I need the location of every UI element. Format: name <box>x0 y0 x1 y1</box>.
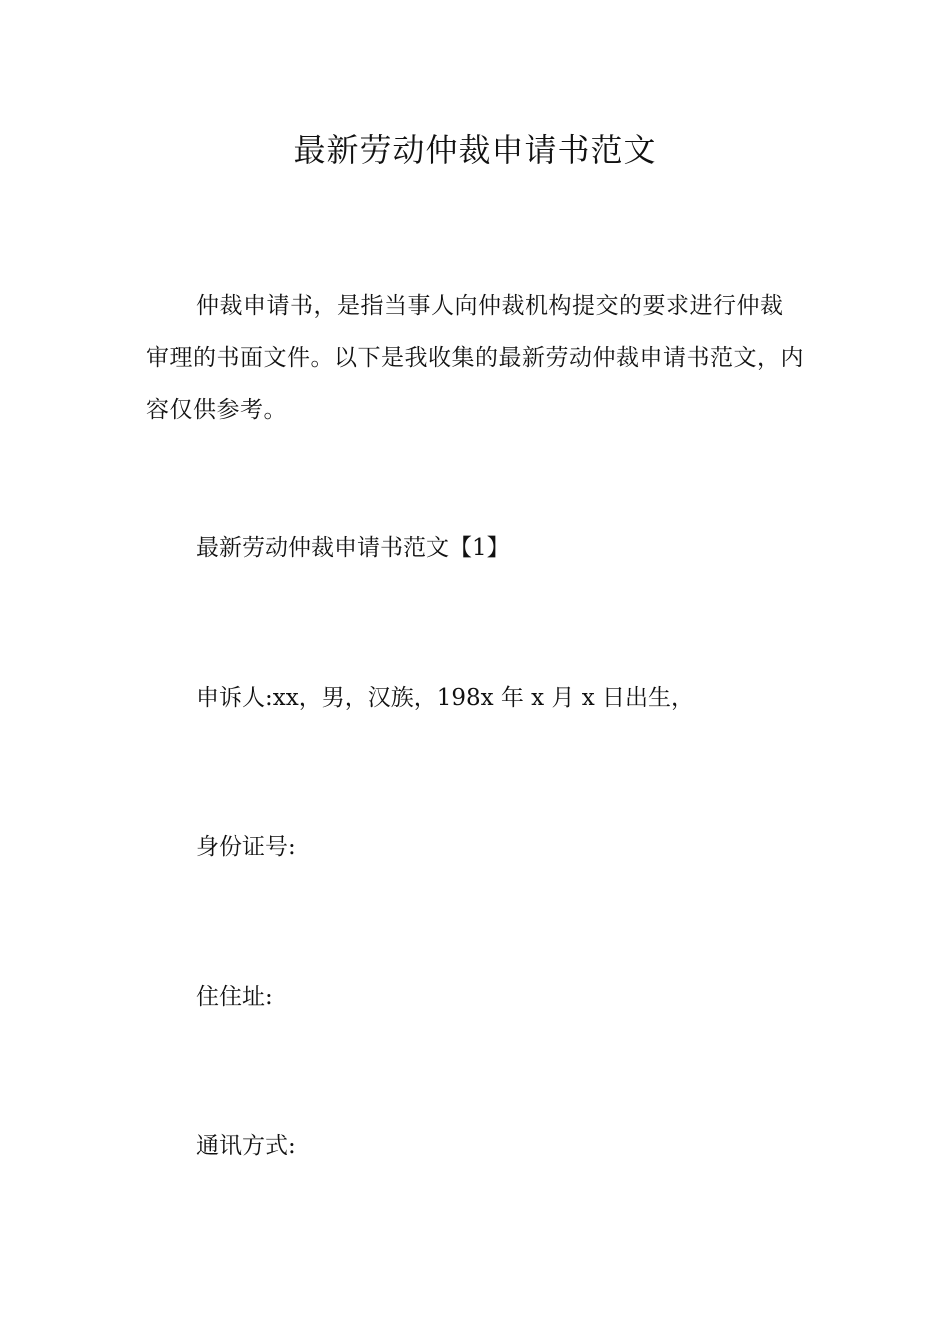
id-number-label: 身份证号: <box>196 834 296 860</box>
section-heading: 最新劳动仲裁申请书范文【1】 <box>196 535 510 561</box>
contact-label: 通讯方式: <box>196 1133 296 1159</box>
complainant-line: 申诉人:xx，男，汉族，198x 年 x 月 x 日出生， <box>196 685 695 711</box>
intro-paragraph: 仲裁申请书，是指当事人向仲裁机构提交的要求进行仲裁审理的书面文件。以下是我收集的最新劳动仲裁申请书范文，内容仅供参考。 <box>146 293 804 423</box>
address-label: 住住址: <box>196 984 273 1010</box>
document-title: 最新劳动仲裁申请书范文 <box>293 131 657 169</box>
